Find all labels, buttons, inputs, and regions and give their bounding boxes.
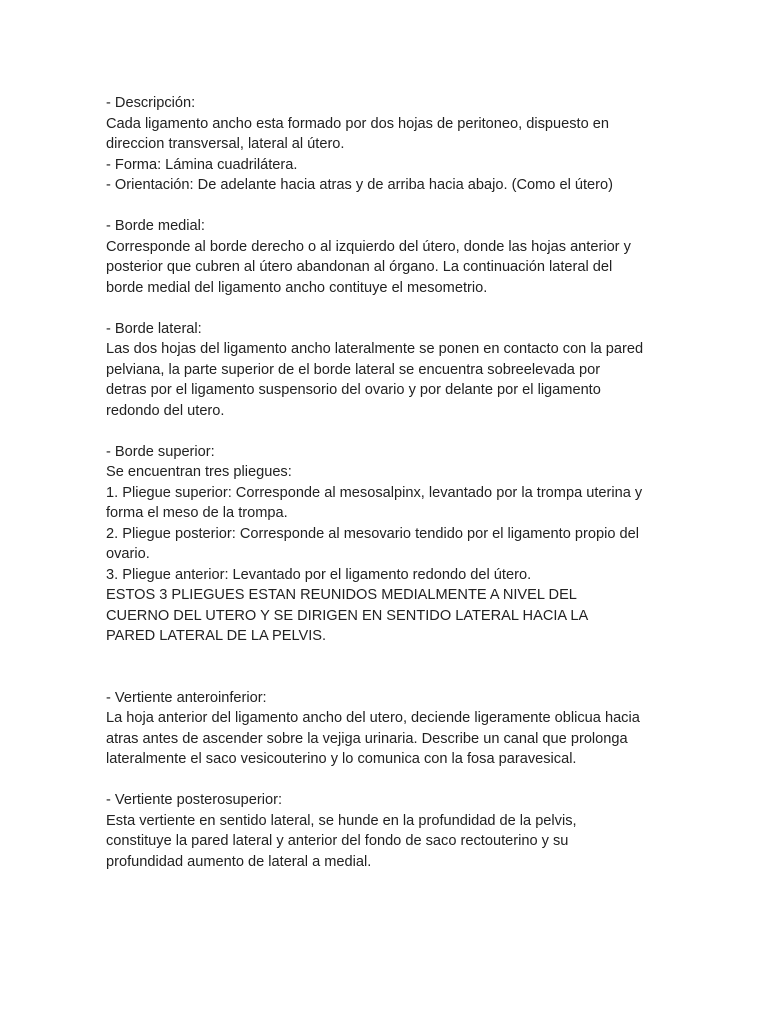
- section-heading: - Borde medial:: [106, 218, 205, 234]
- list-item-line: ovario.: [106, 546, 150, 562]
- section-borde-lateral: [106, 319, 706, 422]
- list-item-line: 2. Pliegue posterior: Corresponde al mesovario tendido por el ligamento propio del: [106, 525, 639, 542]
- paragraph-line: atras antes de ascender sobre la vejiga urinaria. Describe un canal que prolonga: [106, 730, 628, 747]
- section-vertiente-posterosuperior: [106, 790, 706, 872]
- section-heading: - Borde superior:: [106, 443, 215, 460]
- paragraph-line: profundidad aumento de lateral a medial.: [106, 853, 372, 870]
- paragraph-line: lateralmente el saco vesicouterino y lo comunica con la fosa paravesical.: [106, 751, 577, 767]
- list-item-line: 1. Pliegue superior: Corresponde al mesosalpinx, levantado por la trompa uterina y: [106, 484, 643, 501]
- section-borde-superior: [106, 442, 706, 647]
- section-borde-medial: [106, 216, 706, 298]
- orientacion-line: - Orientación: De adelante hacia atras y de arriba hacia abajo. (Como el útero): [106, 177, 613, 193]
- uppercase-note-line: PARED LATERAL DE LA PELVIS.: [106, 628, 327, 644]
- paragraph-line: constituye la pared lateral y anterior del fondo de saco rectouterino y su: [106, 833, 569, 849]
- paragraph-line: La hoja anterior del ligamento ancho del utero, deciende ligeramente oblicua hacia: [106, 710, 640, 726]
- paragraph-spacer: [106, 298, 706, 319]
- list-item-line: 3. Pliegue anterior: Levantado por el ligamento redondo del útero.: [106, 566, 532, 583]
- paragraph-spacer: [106, 770, 706, 791]
- uppercase-note-line: CUERNO DEL UTERO Y SE DIRIGEN EN SENTIDO LATERAL HACIA LA: [106, 607, 589, 624]
- section-heading: - Vertiente posterosuperior:: [106, 792, 283, 808]
- document-page: [106, 93, 706, 872]
- paragraph-line: posterior que cubren al útero abandonan al órgano. La continuación lateral del: [106, 259, 613, 275]
- paragraph-line: direccion transversal, lateral al útero.: [106, 136, 345, 152]
- paragraph-line: Cada ligamento ancho esta formado por dos hojas de peritoneo, dispuesto en: [106, 115, 610, 132]
- section-heading: - Borde lateral:: [106, 320, 202, 337]
- paragraph-line: Se encuentran tres pliegues:: [106, 464, 292, 480]
- section-descripcion: [106, 93, 706, 196]
- paragraph-line: detras por el ligamento suspensorio del ovario y por delante por el ligamento: [106, 382, 601, 398]
- paragraph-line: pelviana, la parte superior de el borde lateral se encuentra sobreelevada por: [106, 361, 601, 378]
- paragraph-line: Las dos hojas del ligamento ancho lateralmente se ponen en contacto con la pared: [106, 341, 644, 357]
- paragraph-line: redondo del utero.: [106, 402, 225, 419]
- section-vertiente-anteroinferior: [106, 688, 706, 770]
- list-item-line: forma el meso de la trompa.: [106, 505, 288, 521]
- paragraph-spacer: [106, 196, 706, 217]
- uppercase-note-line: ESTOS 3 PLIEGUES ESTAN REUNIDOS MEDIALMENTE A NIVEL DEL: [106, 587, 577, 603]
- section-heading: - Descripción:: [106, 95, 196, 111]
- paragraph-line: Esta vertiente en sentido lateral, se hunde en la profundidad de la pelvis,: [106, 812, 577, 829]
- paragraph-line: Corresponde al borde derecho o al izquierdo del útero, donde las hojas anterior y: [106, 238, 631, 255]
- section-heading: - Vertiente anteroinferior:: [106, 689, 267, 706]
- forma-line: - Forma: Lámina cuadrilátera.: [106, 156, 298, 173]
- paragraph-line: borde medial del ligamento ancho contituye el mesometrio.: [106, 279, 488, 296]
- paragraph-spacer: [106, 647, 706, 688]
- paragraph-spacer: [106, 421, 706, 442]
